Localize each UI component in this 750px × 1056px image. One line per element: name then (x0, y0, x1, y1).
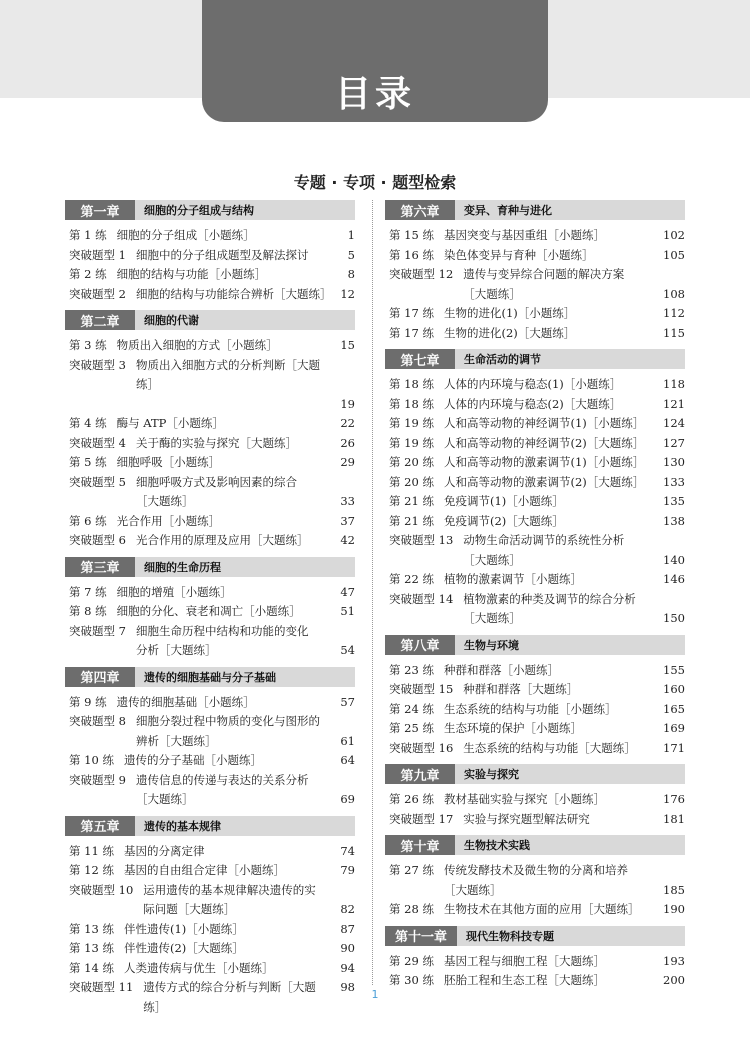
entry-title (133, 881, 327, 920)
toc-entry[interactable] (65, 861, 355, 881)
entry-page-number: 42 (340, 533, 355, 547)
entry-page-number: 169 (663, 721, 685, 735)
toc-entry[interactable] (385, 395, 685, 415)
chapter-number: 第四章 (65, 667, 135, 687)
toc-entry[interactable] (65, 473, 355, 512)
entry-title: 免疫调节(2)［大题练］ (443, 513, 564, 528)
toc-left-column (65, 200, 355, 1017)
entry-label: 突破题型 2 (69, 286, 126, 301)
entry-title: 细胞中的分子组成题型及解法探讨 (135, 247, 309, 262)
entry-page-number: 121 (663, 396, 685, 411)
toc-entry[interactable] (65, 842, 355, 862)
entry-page-number: 69 (340, 792, 355, 806)
entry-label: 突破题型 17 (389, 811, 454, 826)
toc-entry[interactable] (65, 959, 355, 979)
toc-entry[interactable] (65, 771, 355, 810)
toc-entry[interactable] (385, 531, 685, 570)
entry-title: 教材基础实验与探究［小题练］ (443, 792, 605, 806)
toc-entry[interactable] (385, 492, 685, 512)
entry-page-number: 118 (663, 377, 685, 391)
entry-title: 人和高等动物的神经调节(2)［大题练］ (443, 435, 645, 450)
entry-title: 染色体变异与育种［小题练］ (443, 247, 594, 262)
entry-page-number: 190 (663, 902, 685, 916)
toc-entry[interactable] (65, 336, 355, 356)
entry-title: 关于酶的实验与探究［大题练］ (135, 435, 297, 450)
toc-entry[interactable] (385, 861, 685, 900)
chapter-header (65, 310, 355, 330)
entry-title: 胚胎工程和生态工程［大题练］ (443, 973, 605, 987)
entry-title: 遗传的细胞基础［小题练］ (116, 694, 255, 709)
entry-page-number: 127 (663, 435, 685, 450)
entry-page-number: 5 (347, 247, 355, 262)
chapter-header (385, 926, 685, 946)
entry-page-number: 37 (340, 513, 355, 528)
chapter-header (385, 835, 685, 855)
entry-label: 突破题型 3 (69, 357, 126, 372)
toc-right-column (385, 200, 685, 991)
entry-page-number: 87 (340, 921, 355, 936)
entry-page-number: 8 (347, 267, 355, 281)
entry-page-number: 19 (340, 396, 355, 411)
toc-entry[interactable] (385, 810, 685, 830)
entry-title-line1: 运用遗传的基本规律解决遗传的实 (143, 882, 316, 897)
toc-entry[interactable] (385, 790, 685, 810)
toc-entry[interactable] (65, 939, 355, 959)
toc-entry[interactable] (65, 920, 355, 940)
chapter-number: 第九章 (385, 764, 455, 784)
entry-page-number: 133 (663, 474, 685, 489)
entry-page-number: 140 (663, 552, 685, 567)
toc-entry[interactable] (385, 739, 685, 759)
entry-page-number: 176 (663, 792, 685, 806)
entry-label: 第 4 练 (69, 416, 107, 430)
entry-title: 基因工程与细胞工程［大题练］ (443, 953, 605, 968)
entry-title: 种群和群落［大题练］ (463, 682, 579, 696)
entry-title (434, 861, 657, 900)
chapter-header (65, 667, 355, 687)
entry-title: 遗传的分子基础［小题练］ (123, 753, 262, 767)
entry-label: 第 30 练 (389, 973, 434, 987)
entry-title-line2: ［大题练］ (135, 494, 194, 508)
toc-entry[interactable] (65, 751, 355, 771)
entry-label: 第 28 练 (389, 902, 434, 916)
entry-page-number: 82 (340, 902, 355, 916)
entry-label: 第 12 练 (69, 863, 114, 877)
entry-page-number: 102 (663, 228, 685, 242)
entry-title (453, 531, 657, 570)
entry-page-number: 26 (340, 435, 355, 450)
toc-entry[interactable] (385, 246, 685, 266)
entry-label: 突破题型 12 (389, 267, 454, 281)
toc-entry[interactable] (385, 324, 685, 344)
chapter-header (385, 200, 685, 220)
entry-title: 光合作用［小题练］ (116, 513, 221, 528)
entry-title: 免疫调节(1)［小题练］ (443, 494, 564, 508)
entry-label: 第 20 练 (389, 455, 434, 469)
toc-entry[interactable] (385, 952, 685, 972)
toc-entry[interactable] (385, 512, 685, 532)
chapter-title: 生物与环境 (464, 638, 519, 652)
entry-page-number: 138 (663, 513, 685, 528)
toc-entry[interactable] (385, 473, 685, 493)
toc-entry[interactable] (65, 414, 355, 434)
entry-title: 人和高等动物的激素调节(2)［大题练］ (443, 474, 645, 489)
entry-title-line1: 遗传与变异综合问题的解决方案 (463, 267, 625, 281)
entry-label: 突破题型 9 (69, 772, 126, 787)
entry-label: 突破题型 10 (69, 882, 134, 897)
toc-entry[interactable] (65, 602, 355, 622)
entry-title (126, 712, 327, 751)
entry-label: 第 22 练 (389, 572, 434, 586)
toc-entry[interactable] (385, 453, 685, 473)
entry-label: 第 21 练 (389, 494, 434, 508)
entry-title-line2: 际问题［大题练］ (143, 902, 236, 916)
entry-title (126, 356, 327, 415)
toc-entry[interactable] (385, 375, 685, 395)
entry-page-number: 79 (340, 863, 355, 877)
chapter-number: 第七章 (385, 349, 455, 369)
entry-label: 第 1 练 (69, 228, 107, 242)
entry-label: 突破题型 15 (389, 682, 454, 696)
entry-title: 种群和群落［小题练］ (443, 662, 559, 677)
entry-label: 第 6 练 (69, 513, 107, 528)
entry-title: 伴性遗传(1)［小题练］ (123, 921, 244, 936)
entry-title-line2: ［大题练］ (463, 611, 521, 625)
entry-label: 第 16 练 (389, 247, 434, 262)
toc-entry[interactable] (385, 900, 685, 920)
entry-title (126, 622, 327, 661)
entry-label: 第 13 练 (69, 941, 114, 955)
entry-page-number: 29 (340, 455, 355, 469)
entry-title: 生态系统的结构与功能［大题练］ (463, 740, 636, 755)
entry-page-number: 160 (663, 682, 685, 696)
toc-entry[interactable] (65, 693, 355, 713)
entry-page-number: 171 (663, 740, 685, 755)
entry-label: 第 13 练 (69, 921, 114, 936)
entry-title (453, 265, 657, 304)
toc-entry[interactable] (65, 246, 355, 266)
entry-label: 第 19 练 (389, 435, 434, 450)
entry-title: 实验与探究题型解法研究 (463, 811, 590, 826)
entry-title-line2: 辨析［大题练］ (135, 733, 217, 748)
toc-entry[interactable] (385, 719, 685, 739)
entry-page-number: 12 (340, 286, 355, 301)
chapter-header (65, 816, 355, 836)
entry-page-number: 57 (340, 694, 355, 709)
entry-page-number: 150 (663, 611, 685, 625)
entry-label: 突破题型 16 (389, 740, 454, 755)
toc-entry[interactable] (65, 531, 355, 551)
entry-title-line2: ［大题练］ (443, 882, 502, 897)
entry-page-number: 51 (340, 604, 355, 618)
chapter-number: 第十一章 (385, 926, 457, 946)
entry-page-number: 115 (663, 325, 685, 340)
entry-title: 人体的内环境与稳态(2)［大题练］ (443, 396, 622, 411)
entry-title: 生态环境的保护［小题练］ (443, 721, 582, 735)
entry-page-number: 181 (663, 811, 685, 826)
entry-label: 第 2 练 (69, 267, 107, 281)
entry-page-number: 146 (663, 572, 685, 586)
entry-label: 第 15 练 (389, 228, 434, 242)
entry-label: 第 21 练 (389, 513, 434, 528)
toc-entry[interactable] (65, 712, 355, 751)
toc-entry[interactable] (65, 265, 355, 285)
entry-label: 第 24 练 (389, 701, 434, 716)
chapter-title: 实验与探究 (464, 768, 519, 781)
entry-label: 第 18 练 (389, 377, 434, 391)
toc-entry[interactable] (385, 434, 685, 454)
chapter-number: 第一章 (65, 200, 135, 220)
entry-title: 基因的分离定律 (123, 843, 205, 858)
entry-page-number: 74 (340, 843, 355, 858)
entry-label: 突破题型 1 (69, 247, 126, 262)
entry-label: 第 10 练 (69, 753, 114, 767)
chapter-title: 遗传的基本规律 (144, 819, 221, 833)
entry-label: 第 7 练 (69, 584, 107, 599)
entry-title (126, 473, 327, 512)
entry-title: 人和高等动物的神经调节(1)［小题练］ (443, 416, 645, 430)
entry-title: 植物的激素调节［小题练］ (443, 572, 582, 586)
entry-title: 生物技术在其他方面的应用［大题练］ (443, 902, 640, 916)
entry-title: 细胞的结构与功能［小题练］ (116, 267, 267, 281)
entry-page-number: 108 (663, 286, 685, 301)
entry-page-number: 47 (340, 584, 355, 599)
toc-entry[interactable] (385, 265, 685, 304)
entry-title: 生物的进化(2)［大题练］ (443, 325, 576, 340)
toc-entry[interactable] (65, 583, 355, 603)
chapter-title: 细胞的分子组成与结构 (144, 204, 254, 217)
entry-label: 突破题型 13 (389, 533, 454, 547)
chapter-header (65, 557, 355, 577)
page-number: 1 (371, 988, 379, 1001)
entry-page-number: 124 (663, 416, 685, 430)
entry-label: 第 20 练 (389, 474, 434, 489)
entry-label: 突破题型 8 (69, 714, 126, 728)
chapter-number: 第八章 (385, 635, 455, 655)
entry-title-line2: ［大题练］ (463, 286, 521, 301)
entry-page-number: 90 (340, 941, 355, 955)
page-subtitle: 专题 · 专项 · 题型检索 (293, 173, 457, 192)
entry-label: 第 29 练 (389, 953, 434, 968)
entry-page-number: 155 (663, 662, 685, 677)
entry-title: 生物的进化(1)［小题练］ (443, 306, 576, 320)
entry-label: 突破题型 7 (69, 623, 126, 638)
entry-title (453, 590, 657, 629)
entry-page-number: 112 (663, 306, 685, 320)
entry-page-number: 105 (663, 247, 685, 262)
entry-title: 物质出入细胞的方式［小题练］ (116, 338, 278, 352)
toc-entry[interactable] (65, 512, 355, 532)
entry-title-line2: 分析［大题练］ (135, 643, 217, 657)
entry-title-line1: 细胞呼吸方式及影响因素的综合 (135, 474, 297, 489)
entry-label: 第 19 练 (389, 416, 434, 430)
entry-title: 人和高等动物的激素调节(1)［小题练］ (443, 455, 645, 469)
entry-label: 第 27 练 (389, 863, 434, 877)
toc-entry[interactable] (385, 226, 685, 246)
entry-label: 第 14 练 (69, 960, 114, 975)
entry-label: 第 9 练 (69, 694, 107, 709)
chapter-title: 变异、育种与进化 (464, 204, 552, 217)
entry-title: 遗传方式的综合分析与判断［大题练］ (143, 980, 316, 1014)
column-divider (372, 200, 373, 985)
entry-page-number: 61 (340, 733, 355, 748)
chapter-title: 现代生物科技专题 (466, 929, 555, 943)
chapter-header (385, 349, 685, 369)
entry-label: 第 25 练 (389, 721, 434, 735)
entry-label: 突破题型 5 (69, 474, 126, 489)
entry-page-number: 33 (340, 494, 355, 508)
entry-title: 细胞呼吸［小题练］ (116, 455, 221, 469)
entry-label: 突破题型 14 (389, 591, 454, 606)
toc-entry[interactable] (385, 304, 685, 324)
entry-title-line2 (136, 395, 327, 415)
entry-title-line2: ［大题练］ (135, 792, 194, 806)
toc-entry[interactable] (65, 226, 355, 246)
chapter-title: 生物技术实践 (464, 839, 530, 852)
chapter-header (385, 764, 685, 784)
chapter-header (65, 200, 355, 220)
entry-page-number: 15 (340, 338, 355, 352)
toc-entry[interactable] (385, 700, 685, 720)
chapter-header (385, 635, 685, 655)
entry-title: 基因突变与基因重组［小题练］ (443, 228, 605, 242)
entry-label: 第 18 练 (389, 396, 434, 411)
entry-label: 第 23 练 (389, 662, 434, 677)
entry-label: 突破题型 4 (69, 435, 126, 450)
entry-label: 第 5 练 (69, 455, 107, 469)
chapter-title: 生命活动的调节 (464, 353, 541, 366)
entry-page-number: 135 (663, 494, 685, 508)
toc-entry[interactable] (65, 622, 355, 661)
entry-title-line1: 遗传信息的传递与表达的关系分析 (135, 772, 309, 787)
entry-title: 生态系统的结构与功能［小题练］ (443, 701, 617, 716)
entry-title: 基因的自由组合定律［小题练］ (123, 863, 285, 877)
toc-entry[interactable] (385, 570, 685, 590)
entry-page-number: 94 (340, 960, 355, 975)
entry-page-number: 130 (663, 455, 685, 469)
entry-title: 人类遗传病与优生［小题练］ (123, 960, 274, 975)
entry-label: 第 3 练 (69, 338, 107, 352)
toc-entry[interactable] (65, 356, 355, 415)
title-tab (202, 0, 548, 122)
chapter-number: 第五章 (65, 816, 135, 836)
entry-label: 突破题型 6 (69, 533, 126, 547)
entry-page-number: 98 (340, 980, 355, 994)
entry-title-line1: 物质出入细胞方式的分析判断［大题练］ (135, 357, 320, 391)
entry-title: 人体的内环境与稳态(1)［小题练］ (443, 377, 622, 391)
chapter-title: 遗传的细胞基础与分子基础 (144, 670, 276, 684)
toc-entry[interactable] (385, 680, 685, 700)
chapter-number: 第十章 (385, 835, 455, 855)
entry-label: 第 17 练 (389, 325, 434, 340)
entry-label: 第 17 练 (389, 306, 434, 320)
entry-page-number: 22 (340, 416, 355, 430)
entry-title: 细胞的结构与功能综合辨析［大题练］ (135, 286, 332, 301)
entry-title-line1: 细胞分裂过程中物质的变化与图形的 (135, 714, 320, 728)
toc-entry[interactable] (65, 434, 355, 454)
entry-title: 细胞的分化、衰老和凋亡［小题练］ (116, 604, 301, 618)
chapter-title: 细胞的代谢 (144, 314, 199, 327)
entry-title: 伴性遗传(2)［大题练］ (123, 941, 244, 955)
toc-entry[interactable] (385, 661, 685, 681)
entry-page-number: 185 (663, 882, 685, 897)
toc-entry[interactable] (65, 453, 355, 473)
entry-page-number: 1 (347, 228, 355, 242)
entry-label: 突破题型 11 (69, 980, 134, 994)
toc-entry[interactable] (385, 414, 685, 434)
entry-label: 第 26 练 (389, 792, 434, 806)
chapter-number: 第二章 (65, 310, 135, 330)
chapter-number: 第三章 (65, 557, 135, 577)
entry-title: 光合作用的原理及应用［大题练］ (135, 533, 309, 547)
toc-entry[interactable] (385, 590, 685, 629)
entry-title: 酶与 ATP［小题练］ (116, 416, 224, 430)
chapter-title: 细胞的生命历程 (144, 560, 221, 574)
entry-title (126, 771, 327, 810)
entry-label: 第 8 练 (69, 604, 107, 618)
chapter-number: 第六章 (385, 200, 455, 220)
entry-title-line2: ［大题练］ (463, 552, 521, 567)
entry-page-number: 193 (663, 953, 685, 968)
entry-title: 细胞的分子组成［小题练］ (116, 228, 255, 242)
toc-entry[interactable] (65, 285, 355, 305)
entry-page-number: 200 (663, 973, 685, 987)
entry-title-line1: 传统发酵技术及微生物的分离和培养 (443, 863, 628, 877)
entry-label: 第 11 练 (69, 843, 114, 858)
entry-title: 细胞的增殖［小题练］ (116, 584, 232, 599)
page-title: 目录 (334, 74, 415, 115)
entry-page-number: 64 (340, 753, 355, 767)
entry-title-line1: 动物生命活动调节的系统性分析 (463, 533, 625, 547)
entry-page-number: 54 (340, 643, 355, 657)
entry-title-line1: 植物激素的种类及调节的综合分析 (463, 591, 636, 606)
entry-title-line1: 细胞生命历程中结构和功能的变化 (135, 623, 309, 638)
toc-entry[interactable] (65, 881, 355, 920)
entry-page-number: 165 (663, 701, 685, 716)
